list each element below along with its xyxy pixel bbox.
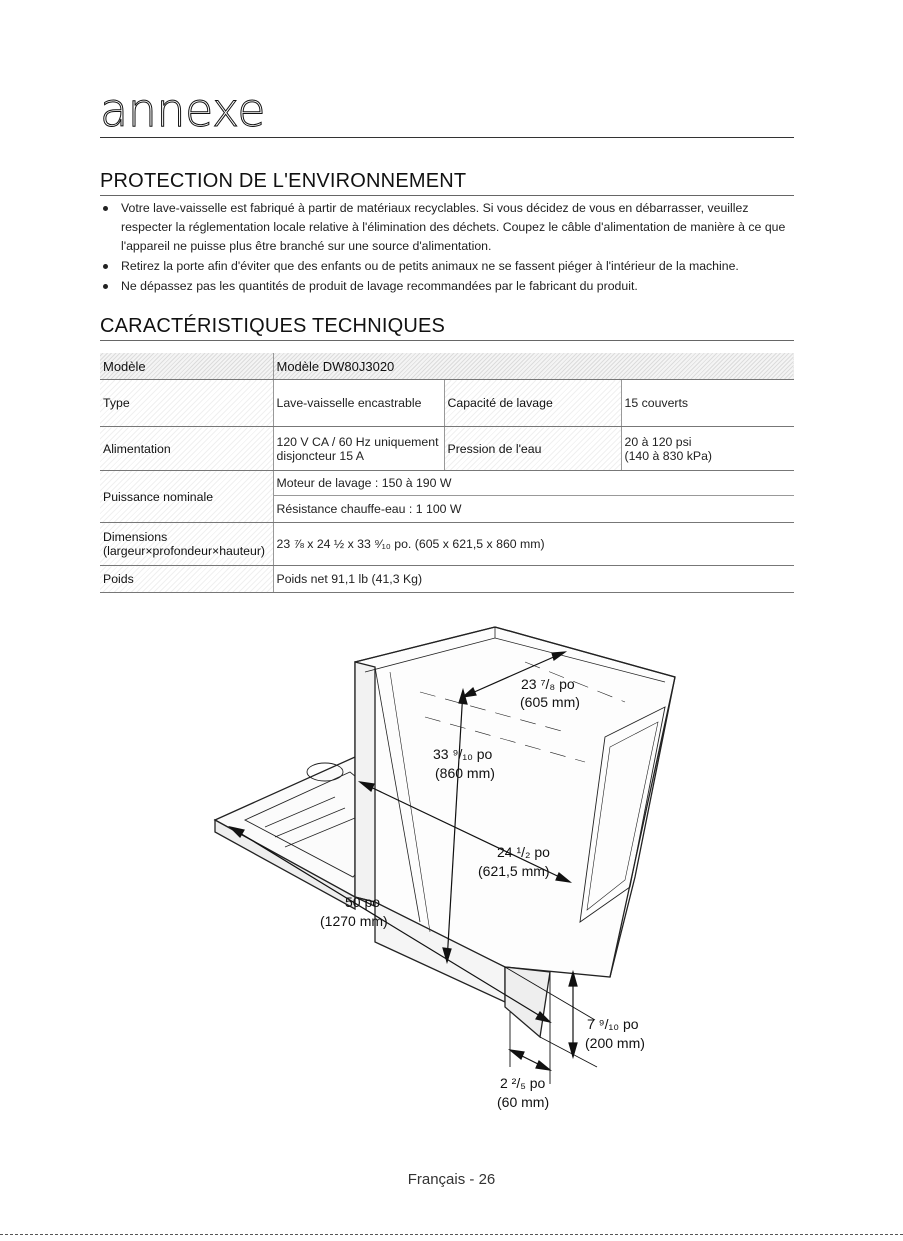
capacity-label: Capacité de lavage (444, 380, 621, 427)
power-value-line1: 120 V CA / 60 Hz uniquement (276, 434, 439, 449)
chapter-header (100, 83, 794, 138)
water-pressure-value (621, 427, 794, 471)
power-value-line2: disjoncteur 15 A (276, 448, 365, 463)
power-value (273, 427, 444, 471)
dishwasher-body (355, 627, 675, 1037)
water-pressure-label: Pression de l'eau (444, 427, 621, 471)
dimensions-value: 23 ⅞ x 24 ½ x 33 ⁹⁄₁₀ po. (605 x 621,5 x 860 mm) (273, 523, 794, 566)
table-row (100, 427, 794, 471)
environment-bullet-list (100, 199, 794, 297)
bullet-item: Retirez la porte afin d'éviter que des enfants ou de petits animaux ne se fassent piéger à l'intérieur de la machine. (100, 257, 794, 276)
height-mm-label: (860 mm) (435, 765, 495, 781)
type-label: Type (100, 380, 273, 427)
page-number: Français - 26 (407, 1171, 496, 1188)
door-inches-label: 50 po (345, 894, 381, 910)
section-title-specs: CARACTÉRISTIQUES TECHNIQUES (100, 315, 794, 341)
table-row (100, 523, 794, 566)
bullet-item: Ne dépassez pas les quantités de produit de lavage recommandées par le fabricant du produit. (100, 277, 794, 296)
depth-mm-label: (621,5 mm) (478, 863, 550, 879)
bottom-divider (0, 1234, 903, 1235)
dishwasher-dimension-diagram (205, 622, 705, 1122)
toe-kick-inches-label: 2 ²/₅ po (500, 1075, 546, 1091)
capacity-value: 15 couverts (621, 380, 794, 427)
dimensions-sublabel: (largeur×profondeur×hauteur) (103, 544, 266, 558)
leg-height-inches-label: 7 ⁹/₁₀ po (587, 1016, 639, 1032)
door-mm-label: (1270 mm) (320, 913, 388, 929)
header-model: Modèle DW80J3020 (273, 353, 794, 380)
width-inches-label: 23 ⁷/₈ po (521, 676, 575, 692)
water-pressure-line2: (140 à 830 kPa) (624, 448, 713, 463)
dimensions-label (100, 523, 273, 566)
header-label: Modèle (100, 353, 273, 380)
table-row (100, 471, 794, 496)
toe-kick-mm-label: (60 mm) (497, 1094, 550, 1110)
dimensions-title: Dimensions (103, 530, 168, 544)
section-title-environment: PROTECTION DE L'ENVIRONNEMENT (100, 170, 794, 196)
chapter-title: annexe (100, 83, 266, 137)
table-row (100, 380, 794, 427)
type-value: Lave-vaisselle encastrable (273, 380, 444, 427)
weight-value: Poids net 91,1 lb (41,3 Kg) (273, 566, 794, 593)
width-mm-label: (605 mm) (520, 694, 580, 710)
table-row (100, 566, 794, 593)
depth-inches-label: 24 ¹/₂ po (497, 844, 550, 860)
rated-power-label: Puissance nominale (100, 471, 273, 523)
weight-label: Poids (100, 566, 273, 593)
leg-height-mm-label: (200 mm) (585, 1035, 645, 1051)
water-pressure-line1: 20 à 120 psi (624, 434, 692, 449)
table-header-row (100, 353, 794, 380)
height-inches-label: 33 ⁹/₁₀ po (433, 746, 493, 762)
rated-power-motor: Moteur de lavage : 150 à 190 W (273, 471, 794, 496)
power-label: Alimentation (100, 427, 273, 471)
rated-power-heater: Résistance chauffe-eau : 1 100 W (273, 496, 794, 523)
specs-table (100, 353, 794, 593)
bullet-item: Votre lave-vaisselle est fabriqué à partir de matériaux recyclables. Si vous décidez de vous en débarrasser, veuillez respecter la réglementation locale relative à l'élimination des déchets. Coupez le câble d'alimentation de manière à ce que l'appareil ne puisse plus être branché sur une source d'alimentation. (100, 199, 794, 256)
